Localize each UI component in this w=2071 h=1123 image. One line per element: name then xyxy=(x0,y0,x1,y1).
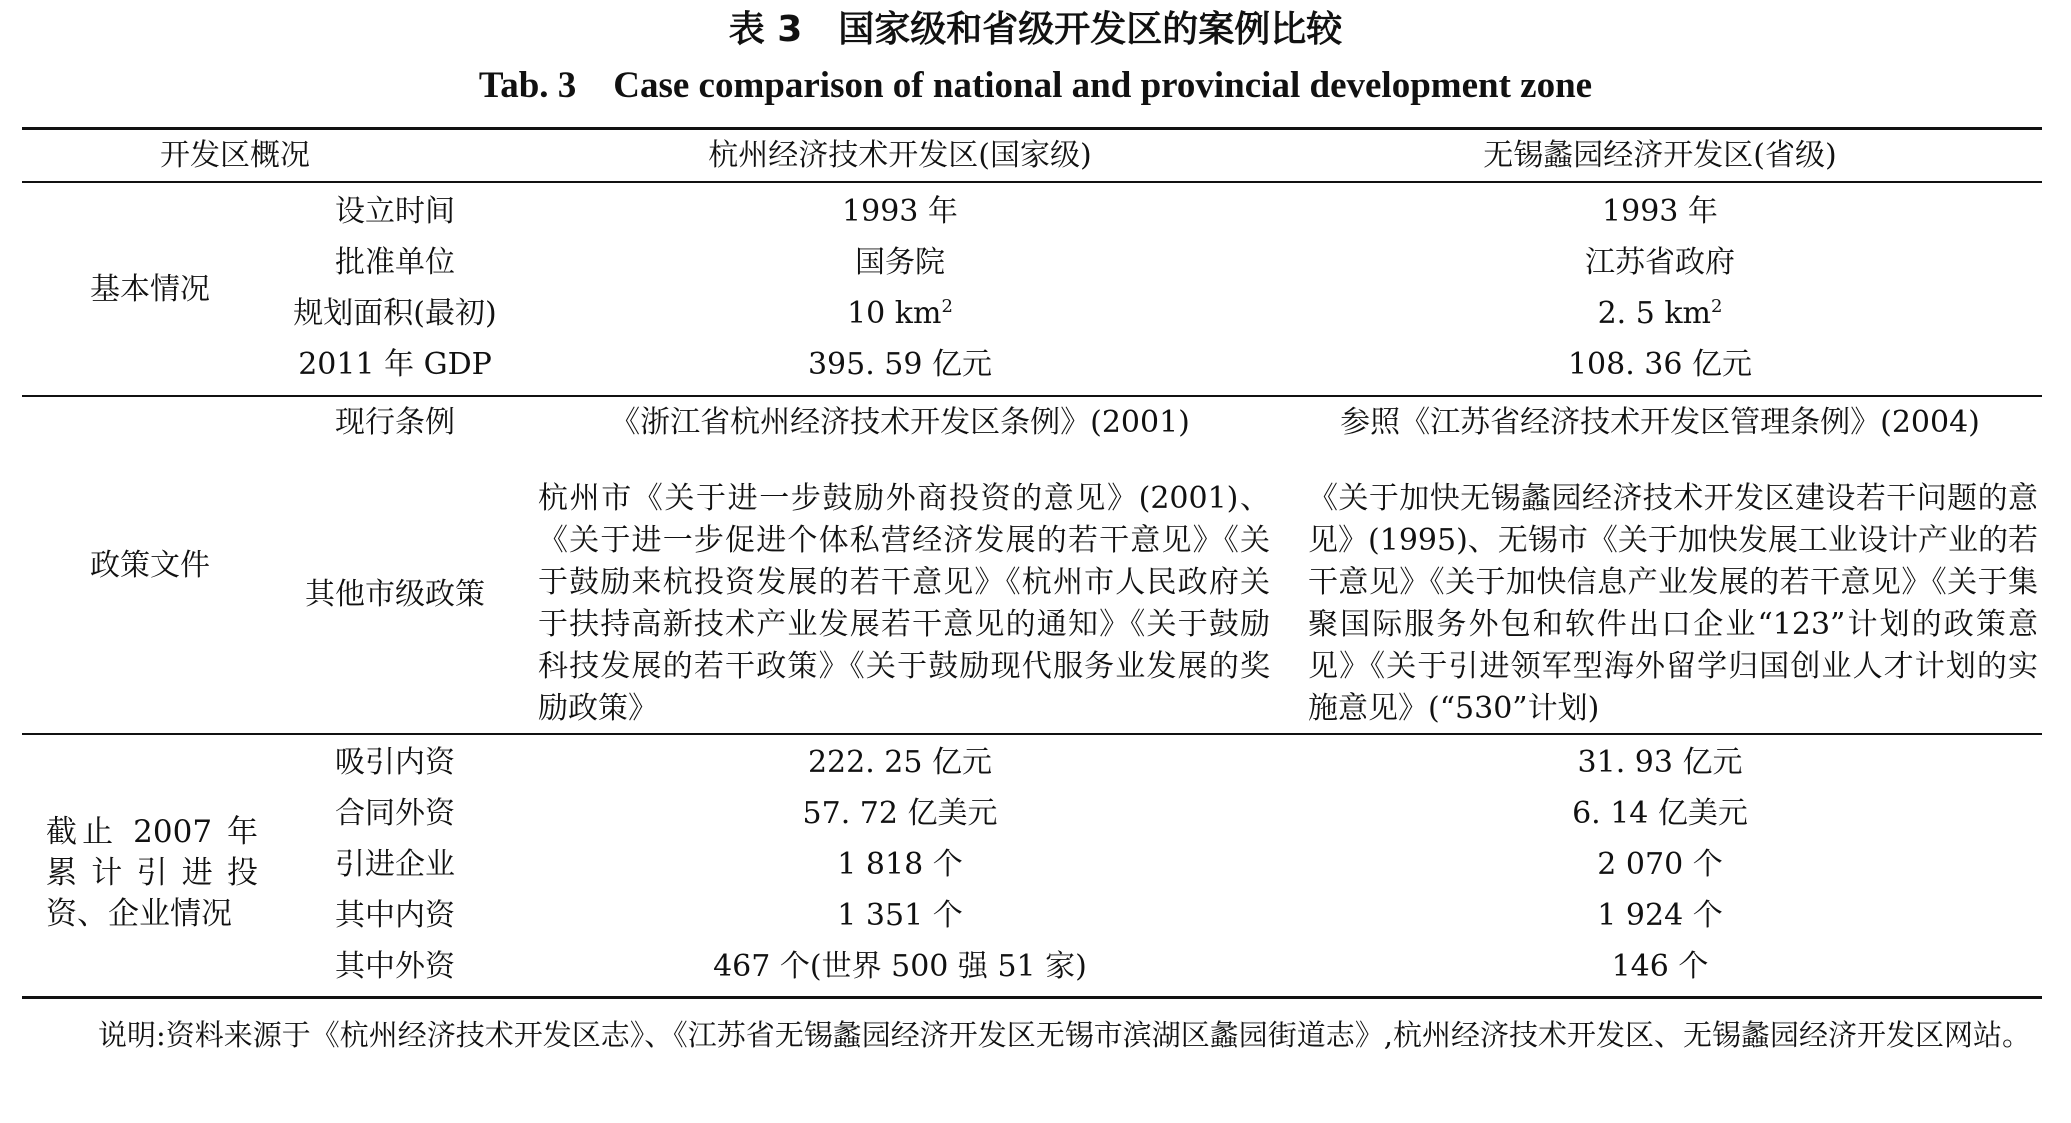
area-unit-superscript: 2 xyxy=(1710,296,1723,317)
area-unit-superscript: 2 xyxy=(941,296,953,317)
policy-text-wuxi: 《关于加快无锡蠡园经济技术开发区建设若干问题的意见》(1995)、无锡市《关于加快发展工业设计产业的若干意见》《关于加快信息产业发展的若干意见》《关于集聚国际服务外包和软件出口企业“123”计划的政策意见》《关于引进领军型海外留学归国创业人才计划的实施意见》(“530”计划) xyxy=(1308,481,2038,726)
row-value-hangzhou: 《浙江省杭州经济技术开发区条例》(2001) xyxy=(610,405,1190,440)
policy-bottom-rule xyxy=(22,733,2042,735)
row-item: 规划面积(最初) xyxy=(293,296,497,331)
row-value-wuxi: 1 924 个 xyxy=(1597,898,1723,933)
header-hangzhou: 杭州经济技术开发区(国家级) xyxy=(708,138,1092,173)
header-bottom-rule xyxy=(22,181,2042,183)
group-basic-info: 基本情况 xyxy=(90,272,210,307)
row-value-wuxi: 1993 年 xyxy=(1602,194,1718,229)
row-item: 吸引内资 xyxy=(335,745,455,780)
row-value-hangzhou: 1 351 个 xyxy=(837,898,963,933)
row-item: 2011 年 GDP xyxy=(298,347,492,382)
table-note: 说明:资料来源于《杭州经济技术开发区志》、《江苏省无锡蠡园经济开发区无锡市滨湖区蠡园街道志》,杭州经济技术开发区、无锡蠡园经济开发区网站。 xyxy=(98,1018,2031,1052)
row-value-hangzhou: 57. 72 亿美元 xyxy=(802,796,998,831)
row-item: 设立时间 xyxy=(335,194,455,229)
table-title-english: Tab. 3 Case comparison of national and provincial development zone xyxy=(478,65,1593,106)
row-item: 批准单位 xyxy=(335,245,455,280)
row-value-hangzhou: 国务院 xyxy=(855,245,945,280)
row-item: 其中外资 xyxy=(335,949,455,984)
area-value-wuxi: 2. 5 km xyxy=(1597,296,1711,331)
row-value-hangzhou: 1993 年 xyxy=(842,194,958,229)
row-value-wuxi: 108. 36 亿元 xyxy=(1567,347,1753,382)
header-overview: 开发区概况 xyxy=(160,138,310,173)
row-item: 现行条例 xyxy=(335,405,455,440)
row-value-wuxi: 146 个 xyxy=(1611,949,1709,984)
header-wuxi: 无锡蠡园经济开发区(省级) xyxy=(1483,138,1837,173)
group-investment: 截止 2007 年累计引进投资、企业情况 xyxy=(46,814,258,932)
row-value-hangzhou: 395. 59 亿元 xyxy=(807,347,993,382)
row-value-wuxi: 2 070 个 xyxy=(1597,847,1723,882)
table-title-chinese: 表 3 国家级和省级开发区的案例比较 xyxy=(728,9,1343,50)
row-item: 合同外资 xyxy=(335,796,455,831)
row-item: 其中内资 xyxy=(335,898,455,933)
row-value-wuxi: 31. 93 亿元 xyxy=(1577,745,1743,780)
row-value-wuxi: 6. 14 亿美元 xyxy=(1572,796,1748,831)
row-item: 其他市级政策 xyxy=(305,577,485,612)
row-value-wuxi xyxy=(1300,295,2020,333)
row-value-wuxi: 江苏省政府 xyxy=(1585,245,1735,280)
row-value-wuxi: 参照《江苏省经济技术开发区管理条例》(2004) xyxy=(1340,405,1980,440)
row-value-hangzhou xyxy=(540,295,1260,333)
row-value-hangzhou: 222. 25 亿元 xyxy=(807,745,993,780)
basic-bottom-rule xyxy=(22,395,2042,397)
policy-text-hangzhou: 杭州市《关于进一步鼓励外商投资的意见》(2001)、《关于进一步促进个体私营经济发展的若干意见》《关于鼓励来杭投资发展的若干意见》《杭州市人民政府关于扶持高新技术产业发展若干意见的通知》《关于鼓励科技发展的若干政策》《关于鼓励现代服务业发展的奖励政策》 xyxy=(538,481,1270,726)
top-rule xyxy=(22,127,2042,130)
row-value-hangzhou: 467 个(世界 500 强 51 家) xyxy=(713,949,1087,984)
area-value-hangzhou: 10 km xyxy=(847,296,942,331)
row-value-hangzhou: 1 818 个 xyxy=(837,847,963,882)
row-item: 引进企业 xyxy=(335,847,455,882)
group-policy-documents: 政策文件 xyxy=(90,548,210,583)
bottom-rule xyxy=(22,996,2042,999)
